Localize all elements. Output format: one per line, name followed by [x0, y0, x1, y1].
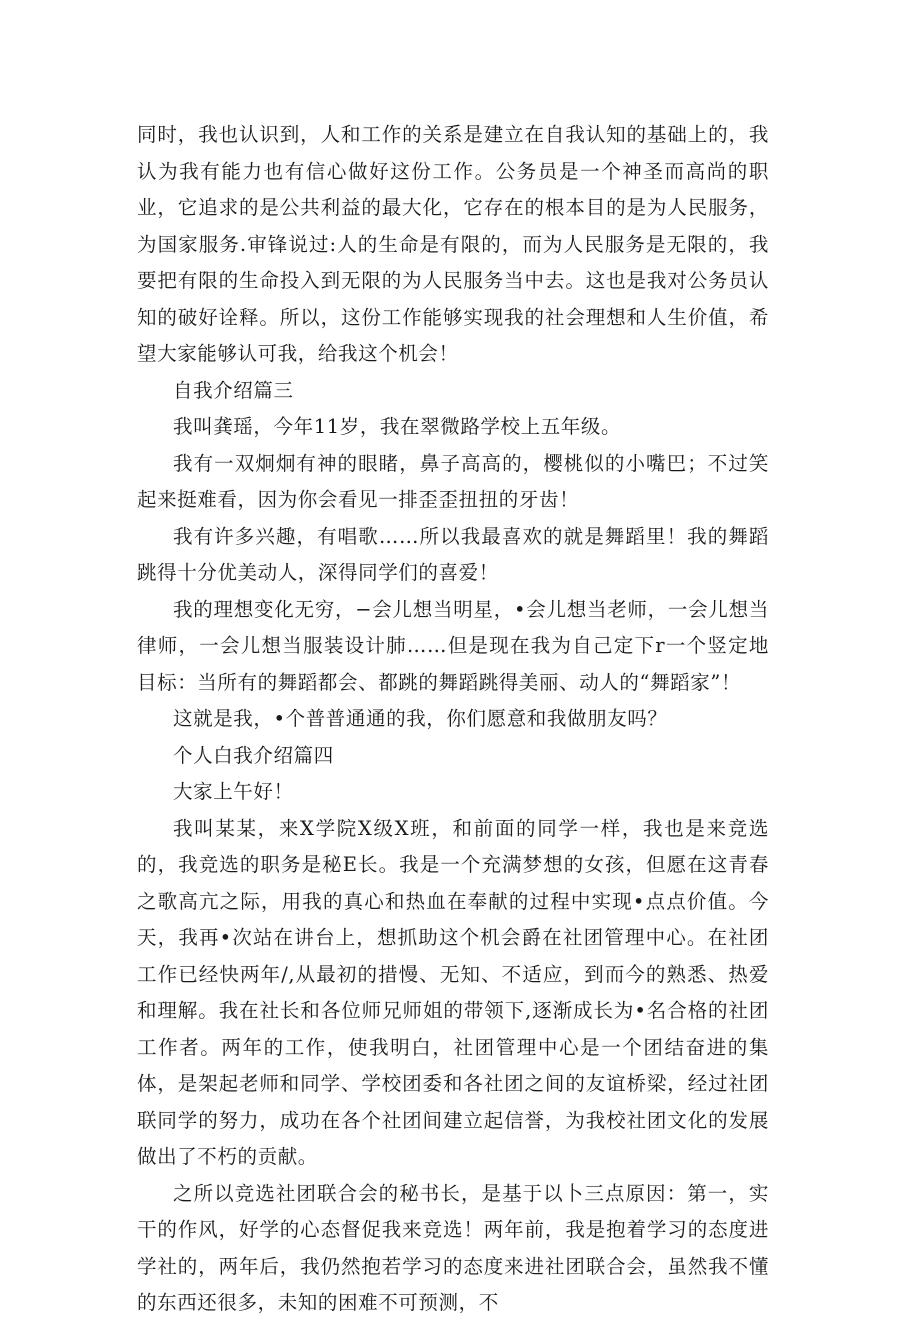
paragraph-interests: 我有许多兴趣，有唱歌……所以我最喜欢的就是舞蹈里！我的舞蹈跳得十分优美动人，深得同学们的喜爱！ — [137, 524, 769, 584]
paragraph-reasons: 之所以竞选社团联合会的秘书长，是基于以卜三点原因：第一，实干的作风，好学的心态督促我来竞选！两年前，我是抱着学习的态度进学社的，两年后，我仍然抱若学习的态度来进社团联合会，虽然我不懂的东西还很多，未知的困难不可预测，不 — [137, 1181, 769, 1314]
paragraph-campaign: 我叫某某，来X学院X级X班，和前面的同学一样，我也是来竞选的，我竞选的职务是秘E长。我是一个充满梦想的女孩，但愿在这青春之歌高亢之际，用我的真心和热血在奉献的过程中实现•点点价值。今天，我再•次站在讲台上，想抓助这个机会爵在社团管理中心。在社团工作已经快两年/,从最初的措慢、无知、不适应，到而今的熟悉、热爱和理解。我在社长和各位师兄师姐的带领下,逐渐成长为•名合格的社团工作者。两年的工作，使我明白，社团管理中心是一个团结奋进的集体，是架起老师和同学、学校团委和各社团之间的友谊桥梁，经过社团联同学的努力，成功在各个社团间建立起信誉，为我校社团文化的发展做出了不朽的贡献。 — [137, 816, 769, 1168]
paragraph-appearance: 我有一双炯炯有神的眼睹，鼻子高高的，樱桃似的小嘴巴；不过笑起来挺难看，因为你会看见一排歪歪扭扭的牙齿！ — [137, 451, 769, 511]
paragraph-dreams: 我的理想变化无穷，−会儿想当明星，•会儿想当老师，一会儿想当律师，一会儿想当服装设计肺……但是现在我为自己定下r一个竖定地目标：当所有的舞蹈都会、都跳的舞蹈跳得美丽、动人的“舞蹈家”！ — [137, 597, 769, 694]
paragraph-greeting: 大家上午好！ — [173, 780, 294, 803]
paragraph-friends: 这就是我，•个普普通通的我，你们愿意和我做朋友吗？ — [173, 707, 668, 730]
paragraph-public-servant: 同时，我也认识到，人和工作的关系是建立在自我认知的基础上的，我认为我有能力也有信心做好这份工作。公务员是一个神圣而高尚的职业，它追求的是公共利益的最大化，它存在的根本目的是为人民服务，为国家服务.审锋说过:人的生命是有限的，而为人民服务是无限的，我要把有限的生命投入到无限的为人民服务当中去。这也是我对公务员认知的破好诠释。所以，这份工作能够实现我的社会理想和人生价值，希望大家能够认可我，给我这个机会！ — [137, 123, 769, 365]
paragraph-name-age: 我叫龚瑶，今年11岁，我在翠微路学校上五年级。 — [173, 415, 622, 438]
document-body — [137, 117, 769, 1322]
section-heading-3: 自我介绍篇三 — [173, 378, 294, 402]
section-heading-4: 个人白我介绍篇四 — [173, 743, 334, 767]
